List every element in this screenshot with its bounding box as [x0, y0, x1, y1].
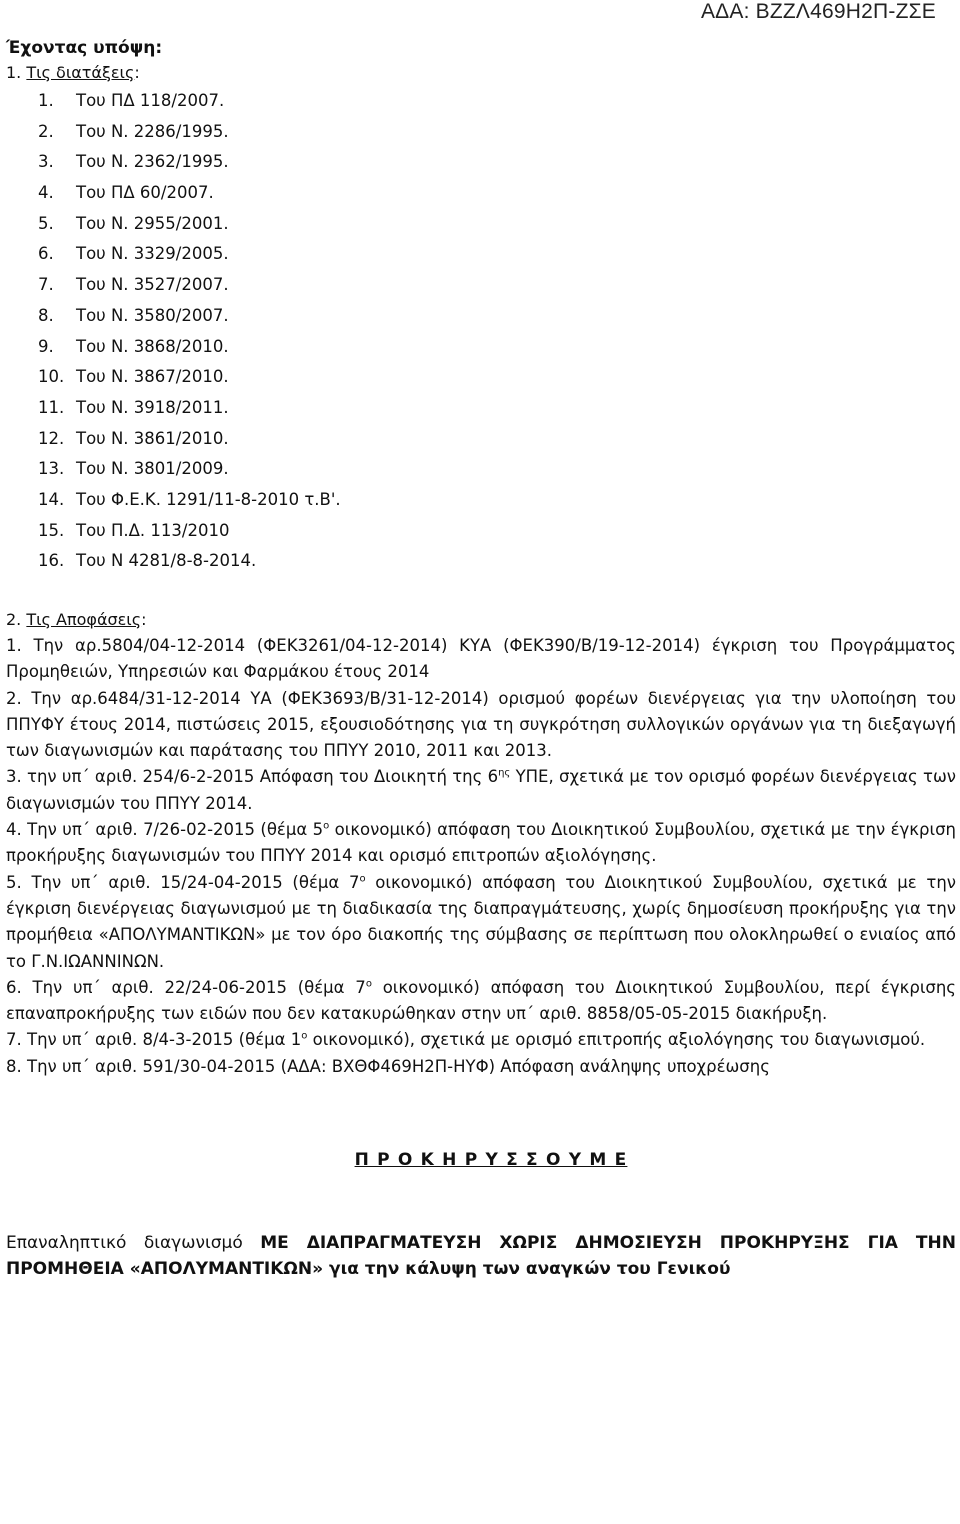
law-item-text: Του ΠΔ 118/2007. [76, 91, 225, 110]
section-2-label: Τις Αποφάσεις [26, 610, 142, 629]
law-item [38, 270, 956, 301]
law-item [38, 209, 956, 240]
section-2-number: 2. [6, 610, 22, 629]
law-item-text: Του Π.Δ. 113/2010 [76, 520, 230, 540]
law-item-text: Του Ν. 3861/2010. [76, 428, 229, 448]
section-1-number: 1. [6, 63, 22, 82]
law-item [38, 301, 956, 332]
law-item [38, 332, 956, 363]
law-item-number: 15. [38, 520, 65, 540]
law-item [38, 546, 956, 577]
ada-code: ΑΔΑ: ΒΖΖΛ469Η2Π-ΖΣΕ [700, 0, 936, 23]
law-item [38, 424, 956, 455]
law-item-text: Του Ν. 3527/2007. [76, 275, 229, 295]
law-item-text: Του Ν. 2286/1995. [76, 121, 229, 141]
section-1-title [6, 60, 956, 86]
law-item-number: 16. [38, 551, 65, 571]
proclamation-prefix: Επαναληπτικό διαγωνισμό [6, 1233, 261, 1254]
law-item [38, 393, 956, 424]
law-item-number: 7. [38, 275, 54, 295]
law-item-number: 4. [38, 183, 54, 203]
law-item [38, 239, 956, 270]
page-heading: Έχοντας υπόψη: [6, 38, 163, 58]
law-item [38, 516, 956, 547]
decision-1: 1. Την αρ.5804/04-12-2014 (ΦΕΚ3261/04-12-2014) ΚΥΑ (ΦΕΚ390/Β/19-12-2014) έγκριση του Προγράμματος Προμηθειών, Υπηρεσιών και Φαρμάκου έτους 2014 [6, 636, 956, 682]
decision-3: 3. την υπ΄ αριθ. 254/6-2-2015 Απόφαση του Διοικητή της $6^{\eta\varsigma}$ ΥΠΕ, σχετικά με τον ορισμό φορέων διενέργειας των διαγωνισμών του ΠΠΥΥ 2014. [6, 767, 956, 813]
law-item [38, 362, 956, 393]
decision-6: 6. Την υπ΄ αριθ. 22/24-06-2015 (θέμα $7^o$ οικονομικό) απόφαση του Διοικητικού Συμβουλίου, περί έγκρισης επαναπροκήρυξης των ειδών που δεν κατακυρώθηκαν στην υπ΄ αριθ. 8858/05-05-2015 διακήρυξη. [6, 977, 956, 1024]
document-body [6, 36, 956, 1299]
law-item-number: 3. [38, 152, 54, 172]
law-list [6, 86, 956, 577]
law-item-text: Του Ν. 3801/2009. [76, 459, 229, 479]
proclamation-text [6, 1230, 956, 1282]
law-item-text: Του Ν 4281/8-8-2014. [76, 551, 257, 571]
law-item [38, 117, 956, 148]
law-item-number: 14. [38, 489, 65, 509]
decision-2: 2. Την αρ.6484/31-12-2014 ΥΑ (ΦΕΚ3693/Β/31-12-2014) ορισμού φορέων διενέργειας για την υλοποίηση του ΠΠΥΦΥ έτους 2014, πιστώσεις 2015, εξουσιοδότησης για τη συγκρότηση συλλογικών οργάνων για τη διεξαγωγή των διαγωνισμών και παράτασης του ΠΠΥΥ 2010, 2011 και 2013. [6, 688, 956, 761]
law-item-number: 13. [38, 459, 65, 479]
law-item-text: Του Ν. 3580/2007. [76, 305, 229, 325]
section-2-colon: : [141, 610, 147, 629]
law-item-number: 12. [38, 428, 65, 448]
law-item-text: Του Ν. 2362/1995. [76, 152, 229, 172]
law-item-text: Του ΠΔ 60/2007. [76, 183, 214, 203]
law-item-text: Του Ν. 2955/2001. [76, 213, 229, 233]
law-item-number: 8. [38, 305, 54, 325]
law-item-text: Του Ν. 3868/2010. [76, 336, 229, 356]
law-item [38, 86, 956, 117]
decision-5: 5. Την υπ΄ αριθ. 15/24-04-2015 (θέμα $7^o$ οικονομικό) απόφαση του Διοικητικού Συμβουλίου, σχετικά με την έγκριση διενέργειας διαγωνισμού με τη διαδικασία της διαπραγμάτευσης, χωρίς δημοσίευση προκήρυξης για την προμήθεια «ΑΠΟΛΥΜΑΝΤΙΚΩΝ» με τον όρο διακοπής της σύμβασης σε περίπτωση που ολοκληρωθεί ο ενιαίος από το Γ.Ν.ΙΩΑΝΝΙΝΩΝ. [6, 872, 956, 971]
law-item-number: 2. [38, 121, 54, 141]
law-item [38, 485, 956, 516]
law-item-number: 1. [38, 91, 54, 110]
proclamation-bold: ΜΕ ΔΙΑΠΡΑΓΜΑΤΕΥΣΗ ΧΩΡΙΣ ΔΗΜΟΣΙΕΥΣΗ ΠΡΟΚΗΡΥΞΗΣ ΓΙΑ ΤΗΝ ΠΡΟΜΗΘΕΙΑ «ΑΠΟΛΥΜΑΝΤΙΚΩΝ» για την κάλυψη των αναγκών του Γενικού [6, 1233, 956, 1280]
law-item [38, 147, 956, 178]
law-item-text: Του Φ.Ε.Κ. 1291/11-8-2010 τ.Β'. [76, 489, 341, 509]
decision-8: 8. Την υπ΄ αριθ. 591/30-04-2015 (ΑΔΑ: ΒΧΘΦ469Η2Π-ΗΥΦ) Απόφαση ανάληψης υποχρέωσης [6, 1056, 770, 1076]
law-item-number: 10. [38, 367, 65, 387]
law-item-text: Του Ν. 3867/2010. [76, 367, 229, 387]
section-2-title [6, 607, 956, 633]
law-item-number: 6. [38, 244, 54, 264]
section-1-label: Τις διατάξεις [26, 63, 135, 82]
law-item-number: 11. [38, 397, 65, 417]
section-1-colon: : [134, 63, 140, 82]
law-item-number: 5. [38, 213, 54, 233]
proclaim-heading: Π Ρ Ο Κ Η Ρ Υ Σ Σ Ο Υ Μ Ε [354, 1150, 628, 1171]
law-item-text: Του Ν. 3918/2011. [76, 397, 229, 417]
law-item-number: 9. [38, 336, 54, 356]
law-item-text: Του Ν. 3329/2005. [76, 244, 229, 264]
decision-7: 7. Την υπ΄ αριθ. 8/4-3-2015 (θέμα $1^o$ οικονομικό), σχετικά με ορισμό επιτροπής αξιολόγησης του διαγωνισμού. [6, 1030, 926, 1050]
decision-4: 4. Την υπ΄ αριθ. 7/26-02-2015 (θέμα $5^o$ οικονομικό) απόφαση του Διοικητικού Συμβουλίου, σχετικά με την έγκριση προκήρυξης διαγωνισμών του ΠΠΥΥ 2014 και ορισμό επιτροπών αξιολόγησης. [6, 820, 956, 866]
law-item [38, 178, 956, 209]
law-item [38, 454, 956, 485]
